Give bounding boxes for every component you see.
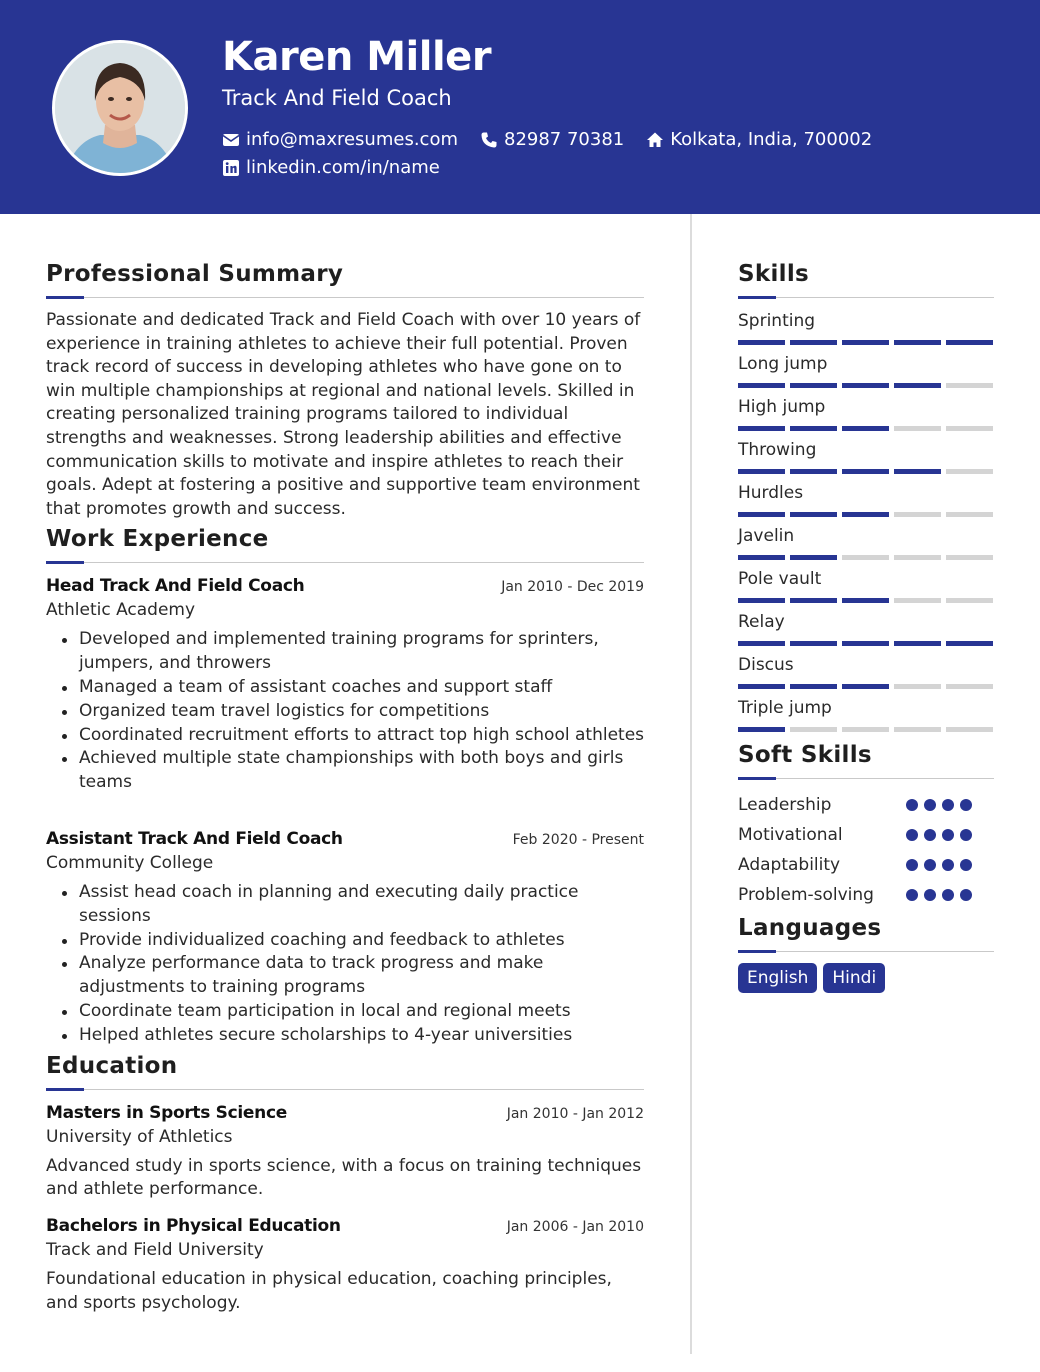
skill-level-segment [894, 383, 941, 388]
rating-dot [906, 799, 918, 811]
skill-level-segment [738, 512, 785, 517]
candidate-name: Karen Miller [222, 34, 492, 80]
section-rule [738, 296, 994, 299]
job-company: Athletic Academy [46, 600, 196, 621]
job-title: Assistant Track And Field Coach [46, 828, 343, 849]
section-heading: Professional Summary [46, 261, 344, 287]
rating-dot [960, 889, 972, 901]
email-contact[interactable] [222, 128, 458, 152]
person-portrait-icon [55, 43, 185, 173]
education-section [46, 1050, 644, 1316]
skill-level-segment [946, 426, 993, 431]
skill-level-segment [842, 512, 889, 517]
skill-item [738, 696, 994, 739]
skill-level-segment [790, 340, 837, 345]
skill-level-segment [842, 555, 889, 560]
skill-level-segment [738, 383, 785, 388]
list-item: Developed and implemented training programs for sprinters, jumpers, and throwers [46, 628, 644, 676]
soft-skill-item [738, 820, 994, 850]
job-date: Feb 2020 - Present [512, 831, 644, 848]
skill-name: Discus [738, 655, 794, 675]
skill-level-segment [790, 555, 837, 560]
skill-item [738, 524, 994, 567]
skill-level-bar [738, 469, 994, 474]
skill-level-segment [894, 469, 941, 474]
rating-dot [942, 889, 954, 901]
skill-level-segment [790, 426, 837, 431]
education-description: Foundational education in physical education, coaching principles, and sports psychology. [46, 1269, 612, 1313]
soft-skill-rating [906, 799, 972, 811]
skill-level-segment [946, 727, 993, 732]
skill-name: Long jump [738, 354, 828, 374]
skill-level-segment [946, 469, 993, 474]
skill-name: Throwing [738, 440, 817, 460]
section-rule [46, 1088, 644, 1091]
email-icon [222, 131, 240, 149]
skill-name: Pole vault [738, 569, 822, 589]
rating-dot [960, 799, 972, 811]
experience-section [46, 523, 644, 1047]
job-company: Community College [46, 852, 214, 873]
rating-dot [942, 859, 954, 871]
list-item: Coordinated recruitment efforts to attract top high school athletes [46, 724, 644, 748]
skill-item [738, 481, 994, 524]
skill-item [738, 438, 994, 481]
email-text: info@maxresumes.com [246, 129, 458, 150]
contact-info [222, 128, 872, 184]
skill-level-segment [946, 684, 993, 689]
skill-level-segment [738, 340, 785, 345]
skill-item [738, 567, 994, 610]
phone-icon [480, 131, 498, 149]
rating-dot [960, 859, 972, 871]
linkedin-text: linkedin.com/in/name [246, 157, 440, 178]
skill-level-segment [790, 598, 837, 603]
soft-skill-rating [906, 859, 972, 871]
rating-dot [924, 799, 936, 811]
skill-level-segment [894, 684, 941, 689]
soft-skill-name: Adaptability [738, 855, 841, 875]
soft-skill-name: Leadership [738, 795, 832, 815]
skill-name: Hurdles [738, 483, 804, 503]
soft-skill-name: Motivational [738, 825, 843, 845]
skill-level-segment [790, 512, 837, 517]
profile-photo [52, 40, 188, 176]
skill-level-segment [738, 469, 785, 474]
skills-section [738, 258, 994, 739]
skill-level-segment [946, 598, 993, 603]
soft-skill-rating [906, 829, 972, 841]
rating-dot [906, 829, 918, 841]
skill-level-segment [790, 469, 837, 474]
job-date: Jan 2010 - Dec 2019 [501, 579, 644, 596]
education-description: Advanced study in sports science, with a focus on training techniques and athlete performance. [46, 1155, 642, 1200]
skill-level-segment [894, 340, 941, 345]
skill-level-segment [894, 555, 941, 560]
list-item: Coordinate team participation in local and regional meets [46, 1000, 644, 1024]
skill-level-segment [842, 641, 889, 646]
skill-level-segment [894, 641, 941, 646]
skill-level-segment [842, 598, 889, 603]
education-entry [46, 1214, 644, 1316]
soft-skill-item [738, 790, 994, 820]
soft-skill-rating [906, 889, 972, 901]
rating-dot [942, 829, 954, 841]
soft-skill-item [738, 850, 994, 880]
skill-level-segment [842, 727, 889, 732]
skill-level-segment [842, 469, 889, 474]
list-item: Achieved multiple state championships with both boys and girls teams [46, 747, 644, 795]
rating-dot [942, 799, 954, 811]
skill-level-segment [842, 426, 889, 431]
job-bullets [46, 628, 644, 795]
home-icon [646, 131, 664, 149]
school-name: University of Athletics [46, 1126, 233, 1147]
section-rule [738, 777, 994, 780]
sidebar-column [738, 258, 994, 993]
skill-name: Relay [738, 612, 785, 632]
section-heading: Education [46, 1052, 178, 1079]
skill-level-segment [946, 512, 993, 517]
resume-header [0, 0, 1040, 214]
skill-level-segment [894, 727, 941, 732]
education-date: Jan 2010 - Jan 2012 [506, 1105, 644, 1122]
phone-contact[interactable] [480, 128, 624, 152]
skill-level-bar [738, 727, 994, 732]
soft-skills-section [738, 739, 994, 910]
skill-level-bar [738, 512, 994, 517]
job-entry [46, 827, 644, 1048]
summary-text: Passionate and dedicated Track and Field Coach with over 10 years of experience in training athletes to achieve their full potential. Proven track record of success in developing athletes who have gone on to win multiple championships at regional and national levels. Skilled in creating personalized training programs tailored to individual strengths and weaknesses. Strong leadership abilities and effective communication skills to motivate and inspire athletes to reach their goals. Adept at fostering a positive and supportive team environment that promotes growth and success. [46, 310, 641, 519]
language-tag: English [738, 963, 817, 993]
list-item: Organized team travel logistics for competitions [46, 700, 644, 724]
location-contact [646, 128, 872, 152]
rating-dot [960, 829, 972, 841]
skill-level-bar [738, 340, 994, 345]
rating-dot [906, 859, 918, 871]
skill-name: High jump [738, 397, 826, 417]
skill-level-segment [738, 641, 785, 646]
rating-dot [924, 889, 936, 901]
summary-section [46, 258, 644, 521]
section-rule [738, 950, 994, 953]
list-item: Helped athletes secure scholarships to 4-year universities [46, 1024, 644, 1048]
skill-item [738, 309, 994, 352]
job-entry [46, 574, 644, 795]
skill-level-bar [738, 426, 994, 431]
location-text: Kolkata, India, 700002 [670, 129, 873, 150]
languages-section [738, 912, 994, 993]
skill-level-segment [946, 383, 993, 388]
language-tag: Hindi [823, 963, 885, 993]
skill-level-segment [738, 555, 785, 560]
soft-skill-item [738, 880, 994, 910]
skill-level-segment [894, 512, 941, 517]
skill-item [738, 395, 994, 438]
skill-level-segment [946, 555, 993, 560]
education-entry [46, 1101, 644, 1203]
skill-level-segment [790, 727, 837, 732]
soft-skill-name: Problem-solving [738, 885, 874, 905]
skill-level-segment [946, 340, 993, 345]
skill-level-segment [842, 383, 889, 388]
soft-skills-list [738, 790, 994, 910]
linkedin-icon [222, 159, 240, 177]
main-column [46, 258, 644, 1316]
list-item: Provide individualized coaching and feedback to athletes [46, 929, 644, 953]
skill-level-segment [842, 340, 889, 345]
job-title: Head Track And Field Coach [46, 576, 305, 597]
skill-level-segment [894, 598, 941, 603]
phone-text: 82987 70381 [504, 129, 625, 150]
language-tags [738, 963, 994, 993]
school-name: Track and Field University [46, 1240, 264, 1261]
section-rule [46, 296, 644, 299]
skill-level-bar [738, 598, 994, 603]
list-item: Assist head coach in planning and executing daily practice sessions [46, 881, 644, 929]
skill-level-segment [738, 684, 785, 689]
section-rule [46, 561, 644, 564]
skill-level-segment [738, 426, 785, 431]
skill-level-segment [738, 598, 785, 603]
skill-level-segment [790, 383, 837, 388]
column-divider [690, 214, 692, 1354]
skill-name: Triple jump [738, 698, 832, 718]
job-bullets [46, 881, 644, 1048]
candidate-title: Track And Field Coach [222, 86, 452, 110]
skill-level-bar [738, 555, 994, 560]
degree-title: Masters in Sports Science [46, 1102, 287, 1123]
skill-level-bar [738, 641, 994, 646]
skill-item [738, 653, 994, 696]
skill-level-bar [738, 684, 994, 689]
skill-item [738, 352, 994, 395]
section-heading: Languages [738, 915, 882, 941]
rating-dot [924, 829, 936, 841]
skill-level-bar [738, 383, 994, 388]
list-item: Managed a team of assistant coaches and support staff [46, 676, 644, 700]
skill-level-segment [894, 426, 941, 431]
skills-list [738, 309, 994, 739]
skill-level-segment [946, 641, 993, 646]
skill-level-segment [842, 684, 889, 689]
skill-item [738, 610, 994, 653]
linkedin-contact[interactable] [222, 156, 440, 180]
section-heading: Soft Skills [738, 742, 872, 768]
section-heading: Work Experience [46, 526, 269, 553]
rating-dot [906, 889, 918, 901]
section-heading: Skills [738, 261, 810, 287]
rating-dot [924, 859, 936, 871]
skill-level-segment [790, 684, 837, 689]
skill-level-segment [790, 641, 837, 646]
list-item: Analyze performance data to track progress and make adjustments to training programs [46, 952, 644, 1000]
skill-name: Javelin [738, 526, 795, 546]
education-date: Jan 2006 - Jan 2010 [506, 1219, 644, 1236]
skill-level-segment [738, 727, 785, 732]
degree-title: Bachelors in Physical Education [46, 1216, 341, 1237]
skill-name: Sprinting [738, 311, 816, 331]
